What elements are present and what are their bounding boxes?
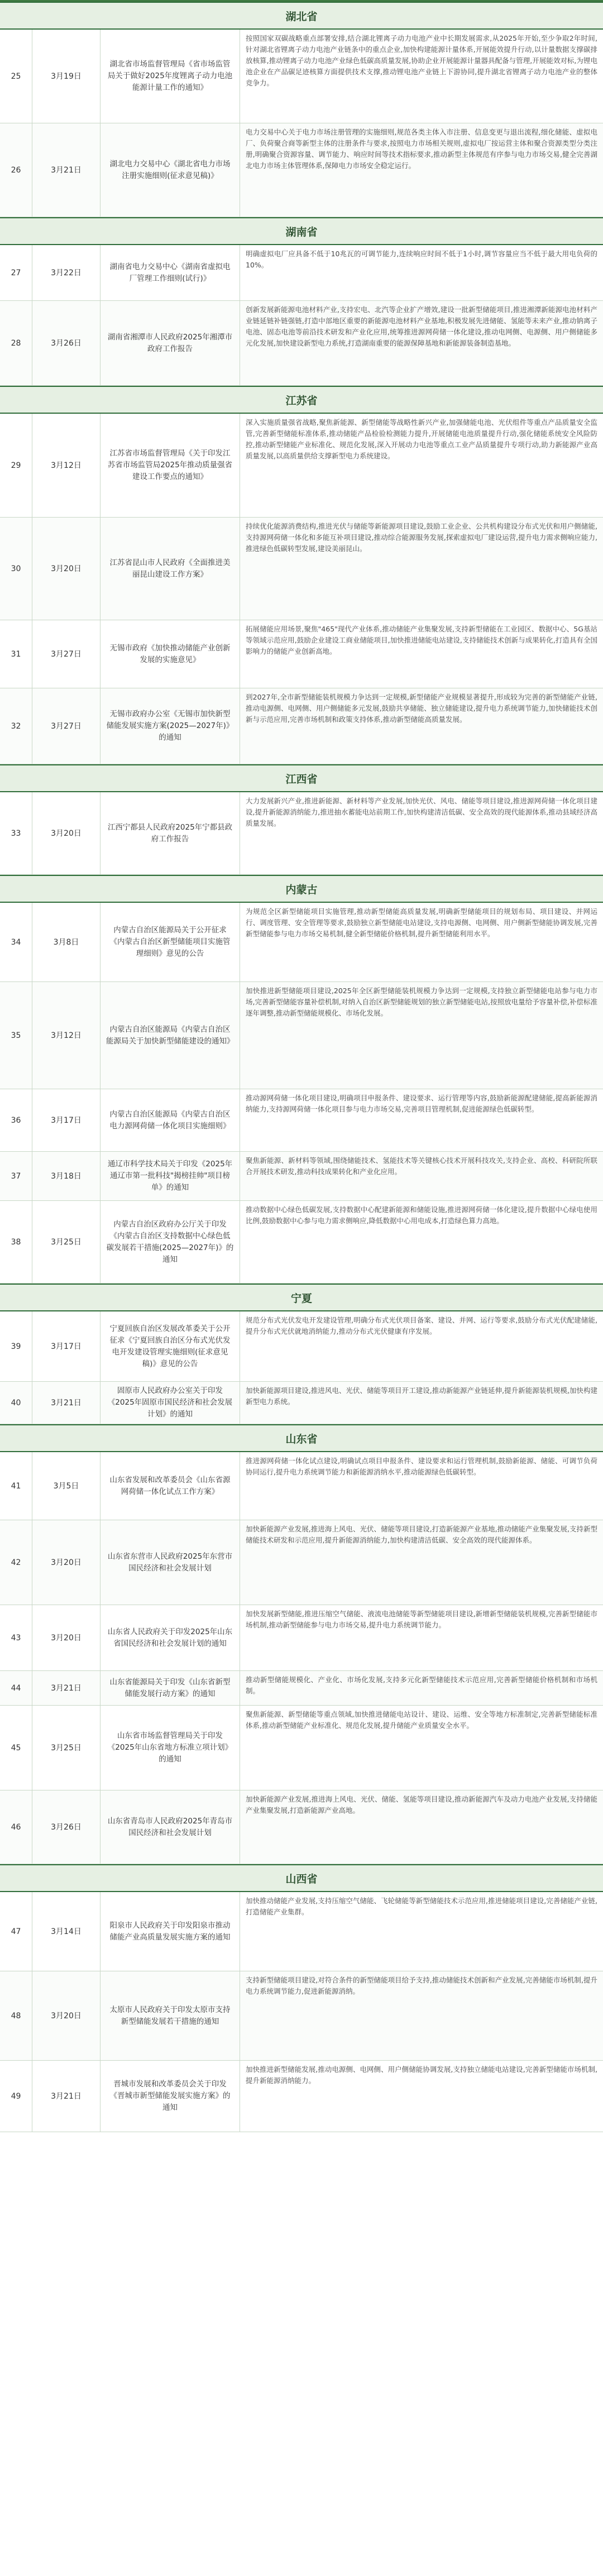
row-number-text: 29: [11, 461, 21, 470]
table-row: [0, 518, 603, 620]
policy-summary: [240, 518, 603, 620]
policy-summary-text: 按照国家双碳战略重点部署安排,结合湖北锂离子动力电池产业中长期发展需求,从2025年开始,至少争取2年时间,针对湖北省锂离子动力电池产业链条中的重点企业,加快构建能源计量体系,开展能效提升行动,以计量数据支撑碳排放核算,推动锂离子动力电池产业绿色低碳高质量发展,协助企业开展能源计量器具配备与管理,开展能效对标,为锂电池企业在产品碳足迹核算方面提供技术支撑,推动锂电池产业链上下游协同,提升湖北省锂离子动力电池产业的整体竞争力。: [246, 34, 597, 87]
policy-summary: [240, 1152, 603, 1200]
table-body: [0, 2, 603, 2132]
row-date-text: 3月26日: [51, 1822, 82, 1832]
row-date-text: 3月20日: [51, 1558, 82, 1567]
row-date: [32, 301, 100, 385]
policy-summary-text: 创新发展新能源电池材料产业,支持宏电、北汽等企业扩产增效,建设一批新型储能项目,推进湘潭新能源电池材料产业链延链补链强链,打造中部地区重要的新能源电池材料产业基地,积极发展先进储能、氢能等未来产业,推动钠离子电池、固态电池等前沿技术研发和产业化应用,统筹推进源网荷储一体化建设,推动电网侧、电源侧、用户侧储能多元化发展,加快建设新型电力系统,打造湖南重要的能源保障基地和新能源装备制造基地。: [246, 305, 597, 347]
row-number-text: 44: [11, 1683, 21, 1693]
row-number: [0, 245, 32, 300]
policy-summary-text: 为规范全区新型储能项目实施管理,推动新型储能高质量发展,明确新型储能项目的规划布局、项目建设、并网运行、调度管理、安全管理等要求,鼓励独立新型储能电站建设,支持电源侧、电网侧、用户侧新型储能协调发展,完善新型储能参与电力市场交易机制,健全新型储能价格机制,提升新型储能利用水平。: [246, 907, 597, 938]
policy-summary-text: 深入实施质量强省战略,聚焦新能源、新型储能等战略性新兴产业,加强储能电池、光伏组件等重点产品质量安全监管,完善新型储能标准体系,推动储能产品检验检测能力提升,开展储能电池质量提升行动,强化储能系统安全风险防控,推动新型储能产业标准化、规范化发展,深入开展动力电池等重点工业产品质量提升专项行动,助力新能源产业高质量发展,以高质量供给支撑新型电力系统建设。: [246, 418, 597, 460]
row-date-text: 3月18日: [51, 1171, 82, 1181]
policy-summary: [240, 1201, 603, 1283]
row-number: [0, 1892, 32, 1971]
policy-summary-text: 推动数据中心绿色低碳发展,支持数据中心配建新能源和储能设施,推进源网荷储一体化建设,提升数据中心绿电使用比例,鼓励数据中心参与电力需求侧响应,降低数据中心用电成本,打造绿色算力高地。: [246, 1205, 597, 1225]
document-title[interactable]: [100, 301, 240, 385]
document-title-text[interactable]: 通辽市科学技术局关于印发《2025年通辽市第一批科技"揭榜挂帅"项目榜单》的通知: [107, 1160, 233, 1192]
document-title[interactable]: [100, 123, 240, 217]
policy-summary-text: 加快推进新型储能项目建设,2025年全区新型储能装机规模力争达到一定规模,支持独立新型储能电站参与电力市场,完善新型储能容量补偿机制,对纳入自治区新型储能规划的独立新型储能电站,按照放电量给予容量补偿,补偿标准逐年调整,推动新型储能规模化、市场化发展。: [246, 987, 597, 1017]
row-date-text: 3月21日: [51, 2091, 82, 2101]
row-number-text: 41: [11, 1481, 21, 1491]
table-row: [0, 1971, 603, 2061]
policy-summary: [240, 414, 603, 517]
table-row: [0, 1706, 603, 1790]
row-date-text: 3月12日: [51, 1031, 82, 1040]
row-number: [0, 982, 32, 1089]
policy-summary: [240, 123, 603, 217]
policy-summary: [240, 2061, 603, 2132]
row-date: [32, 518, 100, 620]
row-number-text: 46: [11, 1822, 21, 1832]
document-title[interactable]: [100, 518, 240, 620]
document-title-text[interactable]: 无锡市政府办公室《无锡市加快新型储能发展实施方案(2025—2027年)》的通知: [106, 710, 234, 742]
document-title[interactable]: [100, 245, 240, 300]
row-number-text: 32: [11, 721, 21, 731]
document-title-text[interactable]: 山东省发展和改革委员会《山东省源网荷储一体化试点工作方案》: [109, 1475, 231, 1496]
province-header: 宁夏: [0, 1284, 603, 1311]
policy-summary: [240, 30, 603, 123]
row-date-text: 3月20日: [51, 1633, 82, 1643]
table-row: [0, 903, 603, 982]
policy-summary: [240, 1671, 603, 1705]
table-row: [0, 688, 603, 764]
policy-summary-text: 持续优化能源消费结构,推进光伏与储能等新能源项目建设,鼓励工业企业、公共机构建设分布式光伏和用户侧储能,支持源网荷储一体化和多能互补项目建设,推动综合能源服务发展,探索虚拟电厂建设运营,提升电力需求侧响应能力,推进绿色低碳转型发展,建设美丽昆山。: [246, 522, 597, 553]
province-rows: [0, 1892, 603, 2132]
row-date: [32, 1892, 100, 1971]
row-date-text: 3月14日: [51, 1927, 82, 1936]
policy-summary: [240, 792, 603, 874]
document-title-text[interactable]: 山东省东营市人民政府2025年东营市国民经济和社会发展计划: [107, 1552, 233, 1573]
row-number-text: 27: [11, 268, 21, 277]
document-title-text[interactable]: 山东省人民政府关于印发2025年山东省国民经济和社会发展计划的通知: [107, 1627, 233, 1648]
document-title[interactable]: [100, 620, 240, 688]
row-number-text: 33: [11, 829, 21, 838]
row-date-text: 3月25日: [51, 1237, 82, 1247]
row-number-text: 49: [11, 2091, 21, 2101]
policy-summary-text: 大力发展新兴产业,推进新能源、新材料等产业发展,加快光伏、风电、储能等项目建设,推进源网荷储一体化项目建设,提升新能源消纳能力,推进抽水蓄能电站前期工作,加快构建清洁低碳、安全高效的现代能源体系,推动县域经济高质量发展。: [246, 797, 597, 827]
row-number: [0, 1520, 32, 1605]
policy-summary-text: 加快推动储能产业发展,支持压缩空气储能、飞轮储能等新型储能技术示范应用,推进储能项目建设,完善储能产业链,打造储能产业集群。: [246, 1897, 597, 1916]
row-date-text: 3月21日: [51, 165, 82, 175]
document-title[interactable]: [100, 2061, 240, 2132]
document-title-text[interactable]: 晋城市发展和改革委员会关于印发《晋城市新型储能发展实施方案》的通知: [109, 2080, 231, 2112]
row-number: [0, 1152, 32, 1200]
row-number: [0, 1790, 32, 1864]
row-date: [32, 1671, 100, 1705]
document-title-text[interactable]: 阳泉市人民政府关于印发阳泉市推动储能产业高质量发展实施方案的通知: [109, 1921, 231, 1942]
document-title-text[interactable]: 内蒙古自治区政府办公厅关于印发《内蒙古自治区支持数据中心绿色低碳发展若干措施(2025—2027年)》的通知: [106, 1219, 234, 1264]
row-date: [32, 1089, 100, 1151]
policy-summary: [240, 1605, 603, 1670]
policy-summary-text: 推进源网荷储一体化试点建设,明确试点项目申报条件、建设要求和运行管理机制,鼓励新能源、储能、可调节负荷协同运行,提升电力系统调节能力和新能源消纳水平,推动能源绿色低碳转型。: [246, 1457, 597, 1476]
document-title[interactable]: [100, 1706, 240, 1790]
province-header: 山西省: [0, 1864, 603, 1892]
policy-summary: [240, 1892, 603, 1971]
policy-summary-text: 加快新能源产业发展,推进海上风电、光伏、储能、氢能等项目建设,推动新能源汽车及动力电池产业发展,支持储能产业集聚发展,打造新能源产业高地。: [246, 1795, 597, 1814]
row-date-text: 3月21日: [51, 1683, 82, 1693]
document-title-text[interactable]: 内蒙古自治区能源局《内蒙古自治区能源局关于加快新型储能建设的通知》: [106, 1024, 234, 1046]
document-title-text[interactable]: 湖北电力交易中心《湖北省电力市场注册实施细则(征求意见稿)》: [109, 159, 231, 180]
province-rows: [0, 903, 603, 1284]
policy-summary-text: 拓展储能应用场景,聚焦"465"现代产业体系,推动储能产业集聚发展,支持新型储能在工业园区、数据中心、5G基站等领域示范应用,鼓励企业建设工商业储能项目,加快推进储能电站建设,支持储能技术创新与成果转化,打造具有全国影响力的储能产业创新高地。: [246, 625, 597, 655]
table-row: [0, 1311, 603, 1382]
row-number-text: 28: [11, 338, 21, 348]
document-title[interactable]: [100, 1311, 240, 1381]
table-row: [0, 1201, 603, 1284]
policy-summary-text: 加快发展新型储能,推进压缩空气储能、液流电池储能等新型储能项目建设,新增新型储能装机规模,完善新型储能市场机制,推动新型储能参与电力市场交易,提升电力系统调节能力。: [246, 1610, 597, 1629]
row-date: [32, 982, 100, 1089]
province-rows: [0, 1452, 603, 1864]
policy-summary: [240, 982, 603, 1089]
row-date: [32, 123, 100, 217]
policy-summary-text: 明确虚拟电厂应具备不低于10兆瓦的可调节能力,连续响应时间不低于1小时,调节容量应当不低于最大用电负荷的10%。: [246, 250, 597, 269]
policy-summary: [240, 1520, 603, 1605]
document-title[interactable]: [100, 30, 240, 123]
row-date: [32, 792, 100, 874]
row-number-text: 38: [11, 1237, 21, 1247]
row-number: [0, 1089, 32, 1151]
row-number: [0, 301, 32, 385]
row-date-text: 3月20日: [51, 2011, 82, 2020]
row-number: [0, 1452, 32, 1520]
document-title[interactable]: [100, 1790, 240, 1864]
row-number: [0, 1311, 32, 1381]
row-date-text: 3月22日: [51, 268, 82, 277]
policy-summary: [240, 1452, 603, 1520]
policy-summary: [240, 620, 603, 688]
table-row: [0, 245, 603, 301]
document-title-text[interactable]: 山东省市场监督管理局关于印发《2025年山东省地方标准立项计划》的通知: [107, 1731, 233, 1764]
document-title-text[interactable]: 内蒙古自治区能源局《内蒙古自治区电力源网荷储一体化项目实施细则》: [109, 1109, 231, 1131]
row-number: [0, 1201, 32, 1283]
row-date: [32, 1452, 100, 1520]
document-title[interactable]: [100, 414, 240, 517]
row-number-text: 47: [11, 1927, 21, 1936]
row-date-text: 3月12日: [51, 461, 82, 470]
province-header: 内蒙古: [0, 875, 603, 903]
document-title[interactable]: [100, 1089, 240, 1151]
table-row: [0, 414, 603, 518]
document-title-text[interactable]: 湖北省市场监督管理局《省市场监管局关于做好2025年度锂离子动力电池能源计量工作的通知》: [107, 60, 233, 92]
row-number-text: 42: [11, 1558, 21, 1567]
row-date: [32, 1605, 100, 1670]
table-row: [0, 1089, 603, 1152]
row-number-text: 39: [11, 1342, 21, 1351]
row-date-text: 3月27日: [51, 721, 82, 731]
policy-summary: [240, 245, 603, 300]
document-title[interactable]: [100, 1452, 240, 1520]
row-date: [32, 903, 100, 981]
document-title-text[interactable]: 湖南省电力交易中心《湖南省虚拟电厂管理工作细则(试行)》: [109, 262, 231, 283]
province-header: 江苏省: [0, 386, 603, 414]
row-number-text: 48: [11, 2011, 21, 2020]
row-date-text: 3月25日: [51, 1743, 82, 1753]
province-rows: [0, 30, 603, 217]
table-row: [0, 123, 603, 217]
row-date: [32, 30, 100, 123]
table-row: [0, 2061, 603, 2132]
province-rows: [0, 245, 603, 386]
table-row: [0, 1790, 603, 1864]
row-date: [32, 1311, 100, 1381]
row-number: [0, 903, 32, 981]
province-header: 湖南省: [0, 217, 603, 245]
policy-summary: [240, 301, 603, 385]
policy-summary: [240, 1706, 603, 1790]
document-title[interactable]: [100, 1201, 240, 1283]
row-date: [32, 620, 100, 688]
row-number: [0, 2061, 32, 2132]
policy-summary-text: 聚焦新能源、新型储能等重点领域,加快推进储能电站设计、建设、运维、安全等地方标准制定,完善新型储能标准体系,推动新型储能产业标准化、规范化发展,提升储能产业质量安全水平。: [246, 1710, 597, 1730]
row-date-text: 3月8日: [53, 937, 79, 947]
row-date-text: 3月17日: [51, 1115, 82, 1125]
document-title-text[interactable]: 山东省能源局关于印发《山东省新型储能发展行动方案》的通知: [109, 1677, 231, 1698]
row-date: [32, 2061, 100, 2132]
row-number: [0, 30, 32, 123]
document-title-text[interactable]: 江西宁都县人民政府2025年宁都县政府工作报告: [107, 822, 233, 844]
policy-summary-text: 聚焦新能源、新材料等领域,围绕储能技术、氢能技术等关键核心技术开展科技攻关,支持企业、高校、科研院所联合开展技术研发,推动科技成果转化和产业化应用。: [246, 1156, 597, 1176]
province-header: 江西省: [0, 764, 603, 792]
table-row: [0, 1605, 603, 1671]
row-number-text: 25: [11, 71, 21, 81]
document-title[interactable]: [100, 1605, 240, 1670]
row-number: [0, 123, 32, 217]
document-title[interactable]: [100, 792, 240, 874]
table-row: [0, 1520, 603, 1605]
province-header: 湖北省: [0, 2, 603, 30]
policy-summary-text: 加快新能源产业发展,推进海上风电、光伏、储能等项目建设,打造新能源产业基地,推动储能产业集聚发展,支持新型储能技术研发和示范应用,提升新能源消纳能力,加快构建清洁低碳、安全高效的现代能源体系。: [246, 1525, 597, 1544]
row-number: [0, 792, 32, 874]
policy-summary-text: 加快推进新型储能发展,推动电源侧、电网侧、用户侧储能协调发展,支持独立储能电站建设,完善新型储能市场机制,提升新能源消纳能力。: [246, 2065, 597, 2085]
document-title-text[interactable]: 太原市人民政府关于印发太原市支持新型储能发展若干措施的通知: [109, 2005, 231, 2026]
policy-summary-text: 推动新型储能规模化、产业化、市场化发展,支持多元化新型储能技术示范应用,完善新型储能价格机制和市场机制。: [246, 1675, 597, 1695]
row-date-text: 3月20日: [51, 829, 82, 838]
row-date: [32, 1706, 100, 1790]
row-number-text: 45: [11, 1743, 21, 1753]
policy-summary-text: 支持新型储能项目建设,对符合条件的新型储能项目给予支持,推动储能技术创新和产业发展,完善储能市场机制,提升电力系统调节能力,促进新能源消纳。: [246, 1976, 597, 1995]
row-date: [32, 1152, 100, 1200]
policy-summary-text: 加快新能源项目建设,推进风电、光伏、储能等项目开工建设,推动新能源产业链延伸,提升新能源装机规模,加快构建新型电力系统。: [246, 1386, 597, 1406]
row-date-text: 3月20日: [51, 564, 82, 573]
row-number-text: 30: [11, 564, 21, 573]
row-date: [32, 1790, 100, 1864]
table-row: [0, 1671, 603, 1706]
policy-summary: [240, 1089, 603, 1151]
province-rows: [0, 1311, 603, 1424]
policy-summary-text: 电力交易中心关于电力市场注册管理的实施细则,规范各类主体入市注册、信息变更与退出流程,细化储能、虚拟电厂、负荷聚合商等新型主体的注册条件与要求,按照电力市场相关规则,虚拟电厂按运营主体和聚合资源类型分类注册,明确聚合资源容量、调节能力、响应时间等技术指标要求,推动新型主体规范有序参与电力市场交易,健全完善湖北电力市场主体管理体系,保障电力市场安全稳定运行。: [246, 128, 597, 170]
row-number-text: 26: [11, 165, 21, 175]
policy-summary: [240, 1311, 603, 1381]
policy-summary: [240, 1382, 603, 1424]
document-title-text[interactable]: 固原市人民政府办公室关于印发《2025年固原市国民经济和社会发展计划》的通知: [107, 1386, 233, 1419]
table-row: [0, 1452, 603, 1520]
row-number-text: 31: [11, 649, 21, 659]
row-number-text: 35: [11, 1031, 21, 1040]
row-date: [32, 414, 100, 517]
table-row: [0, 982, 603, 1089]
policy-summary: [240, 1790, 603, 1864]
document-title-text[interactable]: 江苏省昆山市人民政府《全面推进美丽昆山建设工作方案》: [109, 558, 231, 579]
document-title[interactable]: [100, 688, 240, 764]
row-number: [0, 414, 32, 517]
row-number-text: 40: [11, 1398, 21, 1407]
row-number: [0, 1706, 32, 1790]
row-number: [0, 1671, 32, 1705]
row-date: [32, 245, 100, 300]
table-row: [0, 1892, 603, 1971]
document-title-text[interactable]: 无锡市政府《加快推动储能产业创新发展的实施意见》: [109, 643, 231, 664]
table-row: [0, 301, 603, 386]
document-title[interactable]: [100, 1892, 240, 1971]
row-number: [0, 1382, 32, 1424]
row-date-text: 3月19日: [51, 71, 82, 81]
row-date: [32, 1971, 100, 2060]
document-title[interactable]: [100, 903, 240, 981]
document-title-text[interactable]: 山东省青岛市人民政府2025年青岛市国民经济和社会发展计划: [107, 1816, 233, 1837]
row-number-text: 34: [11, 937, 21, 947]
row-number: [0, 1605, 32, 1670]
row-date: [32, 1201, 100, 1283]
table-row: [0, 30, 603, 123]
document-title[interactable]: [100, 1971, 240, 2060]
document-title[interactable]: [100, 1520, 240, 1605]
policy-summary: [240, 1971, 603, 2060]
policy-summary: [240, 903, 603, 981]
document-title[interactable]: [100, 1152, 240, 1200]
policy-summary-text: 到2027年,全市新型储能装机规模力争达到一定规模,新型储能产业规模显著提升,形成较为完善的新型储能产业链,推动电源侧、电网侧、用户侧储能多元发展,鼓励共享储能、独立储能建设,提升电力系统调节能力,加快储能技术创新与示范应用,完善市场机制和政策支持体系,推动新型储能高质量发展。: [246, 693, 597, 724]
province-header: 山东省: [0, 1424, 603, 1452]
document-title[interactable]: [100, 1382, 240, 1424]
document-title[interactable]: [100, 982, 240, 1089]
row-number-text: 37: [11, 1171, 21, 1181]
row-date-text: 3月27日: [51, 649, 82, 659]
policy-summary: [240, 688, 603, 764]
row-date: [32, 688, 100, 764]
row-number: [0, 688, 32, 764]
table-row: [0, 1152, 603, 1201]
document-title-text[interactable]: 宁夏回族自治区发展改革委关于公开征求《宁夏回族自治区分布式光伏发电开发建设管理实施细则(征求意见稿)》意见的公告: [109, 1324, 231, 1368]
province-rows: [0, 792, 603, 875]
document-title-text[interactable]: 湖南省湘潭市人民政府2025年湘潭市政府工作报告: [107, 332, 233, 353]
document-title-text[interactable]: 内蒙古自治区能源局关于公开征求《内蒙古自治区新型储能项目实施管理细则》意见的公告: [109, 926, 231, 958]
row-number-text: 43: [11, 1633, 21, 1643]
row-number: [0, 1971, 32, 2060]
row-date: [32, 1520, 100, 1605]
row-number: [0, 518, 32, 620]
row-date-text: 3月26日: [51, 338, 82, 348]
province-rows: [0, 414, 603, 764]
table-row: [0, 1382, 603, 1424]
row-date-text: 3月5日: [53, 1481, 79, 1491]
table-row: [0, 620, 603, 688]
document-title[interactable]: [100, 1671, 240, 1705]
row-date-text: 3月21日: [51, 1398, 82, 1407]
row-number-text: 36: [11, 1115, 21, 1125]
row-date: [32, 1382, 100, 1424]
table-row: [0, 792, 603, 875]
document-title-text[interactable]: 江苏省市场监督管理局《关于印发江苏省市场监管局2025年推动质量强省建设工作要点的通知》: [107, 449, 233, 481]
policy-summary-text: 推动源网荷储一体化项目建设,明确项目申报条件、建设要求、运行管理等内容,鼓励新能源配建储能,提高新能源消纳能力,支持源网荷储一体化项目参与电力市场交易,完善项目管理机制,促进能源绿色低碳转型。: [246, 1094, 597, 1113]
policy-summary-text: 规范分布式光伏发电开发建设管理,明确分布式光伏项目备案、建设、并网、运行等要求,鼓励分布式光伏配建储能,提升分布式光伏就地消纳能力,推动分布式光伏健康有序发展。: [246, 1316, 597, 1335]
row-number: [0, 620, 32, 688]
row-date-text: 3月17日: [51, 1342, 82, 1351]
